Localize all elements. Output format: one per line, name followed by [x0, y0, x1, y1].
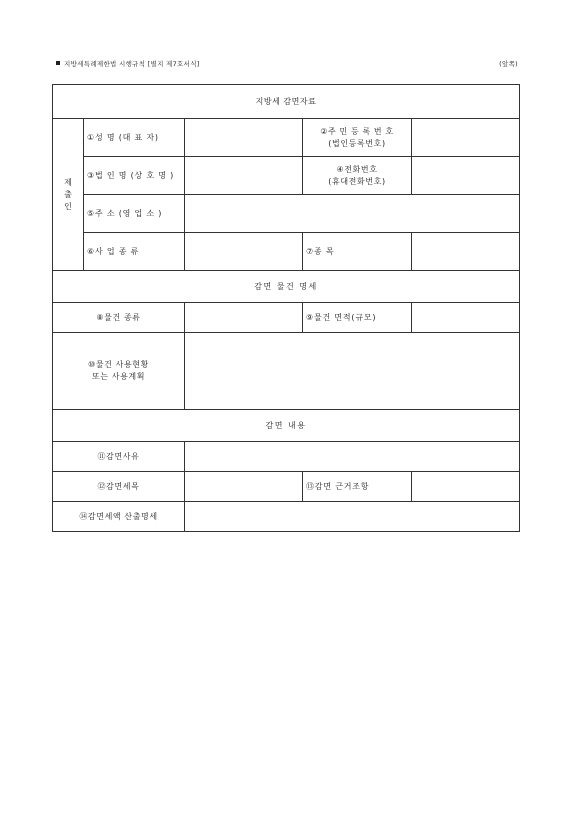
legal-basis-field[interactable]: [412, 472, 520, 502]
usage-label: [53, 333, 185, 410]
property-area-label: ⑨물건 면적(규모): [303, 303, 412, 333]
submitter-label-char: 제: [64, 177, 72, 187]
phone-label-line2: (휴대전화번호): [328, 176, 386, 186]
phone-label-line1: ④전화번호: [336, 164, 378, 174]
bullet-icon: [56, 61, 60, 65]
reduction-form-table: [52, 84, 520, 532]
reduction-reason-field[interactable]: [185, 442, 520, 472]
submitter-label-char: 인: [64, 201, 72, 211]
property-type-label: ⑧물건 종류: [53, 303, 185, 333]
reduction-tax-field[interactable]: [185, 472, 303, 502]
rrn-label-line2: (법인등록번호): [328, 138, 386, 148]
category-field[interactable]: [412, 233, 520, 271]
reduction-section-title: 감면 내용: [53, 410, 520, 442]
business-type-field[interactable]: [185, 233, 303, 271]
reduction-tax-label: ⑫감면세목: [53, 472, 185, 502]
rrn-field[interactable]: [412, 119, 520, 157]
legal-basis-label: ⑬감면 근거조항: [303, 472, 412, 502]
address-label: ⑤주 소 (영 업 소 ): [84, 195, 185, 233]
rrn-label-line1: ②주 민 등 록 번 호: [320, 126, 394, 136]
name-label: ①성 명 (대 표 자): [84, 119, 185, 157]
amount-detail-field[interactable]: [185, 502, 520, 532]
phone-field[interactable]: [412, 157, 520, 195]
form-header: [56, 59, 518, 71]
submitter-label: [53, 119, 84, 271]
corp-name-label: ③법 인 명 (상 호 명 ): [84, 157, 185, 195]
usage-field[interactable]: [185, 333, 520, 410]
form-reference: [56, 59, 200, 68]
business-type-label: ⑥사 업 종 류: [84, 233, 185, 271]
reduction-reason-label: ⑪감면사유: [53, 442, 185, 472]
form-title: 지방세 감면자료: [53, 85, 520, 119]
phone-label: [303, 157, 412, 195]
property-section-title: 감면 물건 명세: [53, 271, 520, 303]
corp-name-field[interactable]: [185, 157, 303, 195]
submitter-label-char: 출: [64, 189, 72, 199]
usage-label-line2: 또는 사용계획: [91, 372, 146, 381]
property-type-field[interactable]: [185, 303, 303, 333]
usage-label-line1: ⑩물건 사용현황: [88, 360, 149, 369]
property-area-field[interactable]: [412, 303, 520, 333]
category-label: ⑦종 목: [303, 233, 412, 271]
name-field[interactable]: [185, 119, 303, 157]
address-field[interactable]: [185, 195, 520, 233]
rrn-label: [303, 119, 412, 157]
form-reference-text: 지방세특례제한법 시행규칙 [별지 제7호서식]: [64, 60, 200, 68]
amount-detail-label: ⑭감면세액 산출명세: [53, 502, 185, 532]
page-side-label: (앞쪽): [499, 60, 518, 68]
